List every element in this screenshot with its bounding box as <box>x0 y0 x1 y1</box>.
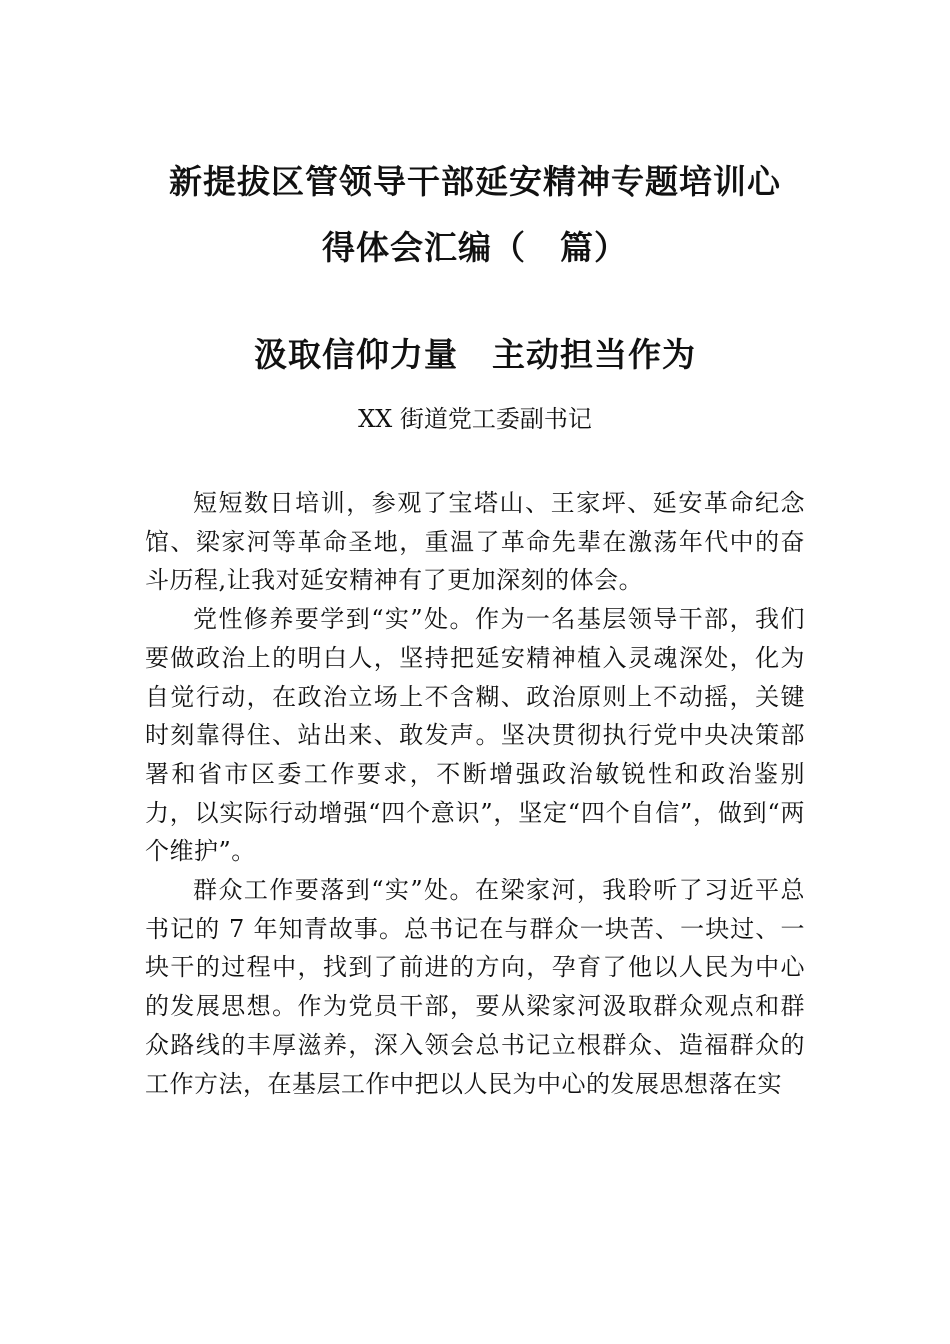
document-title-line-1: 新提拔区管领导干部延安精神专题培训心 <box>169 162 781 201</box>
paragraph: 短短数日培训，参观了宝塔山、王家坪、延安革命纪念馆、梁家河等革命圣地，重温了革命先辈在激荡年代中的奋斗历程,让我对延安精神有了更加深刻的体会。 <box>145 489 805 595</box>
article-title: 汲取信仰力量 主动担当作为 <box>254 335 696 374</box>
article-body <box>145 484 805 1103</box>
author-line: XX 街道党工委副书记 <box>358 405 592 433</box>
paragraph: 党性修养要学到“实”处。作为一名基层领导干部，我们要做政治上的明白人，坚持把延安精神植入灵魂深处，化为自觉行动，在政治立场上不含糊、政治原则上不动摇，关键时刻靠得住、站出来、敢发声。坚决贯彻执行党中央决策部署和省市区委工作要求，不断增强政治敏锐性和政治鉴别力，以实际行动增强“四个意识”，坚定“四个自信”，做到“两个维护”。 <box>145 605 805 866</box>
document-title-line-2: 得体会汇编（ 篇） <box>322 228 628 267</box>
paragraph: 群众工作要落到“实”处。在梁家河，我聆听了习近平总书记的 7 年知青故事。总书记在与群众一块苦、一块过、一块干的过程中，找到了前进的方向，孕育了他以人民为中心的发展思想。作为党员干部，要从梁家河汲取群众观点和群众路线的丰厚滋养，深入领会总书记立根群众、造福群众的工作方法，在基层工作中把以人民为中心的发展思想落在实 <box>145 876 805 1098</box>
